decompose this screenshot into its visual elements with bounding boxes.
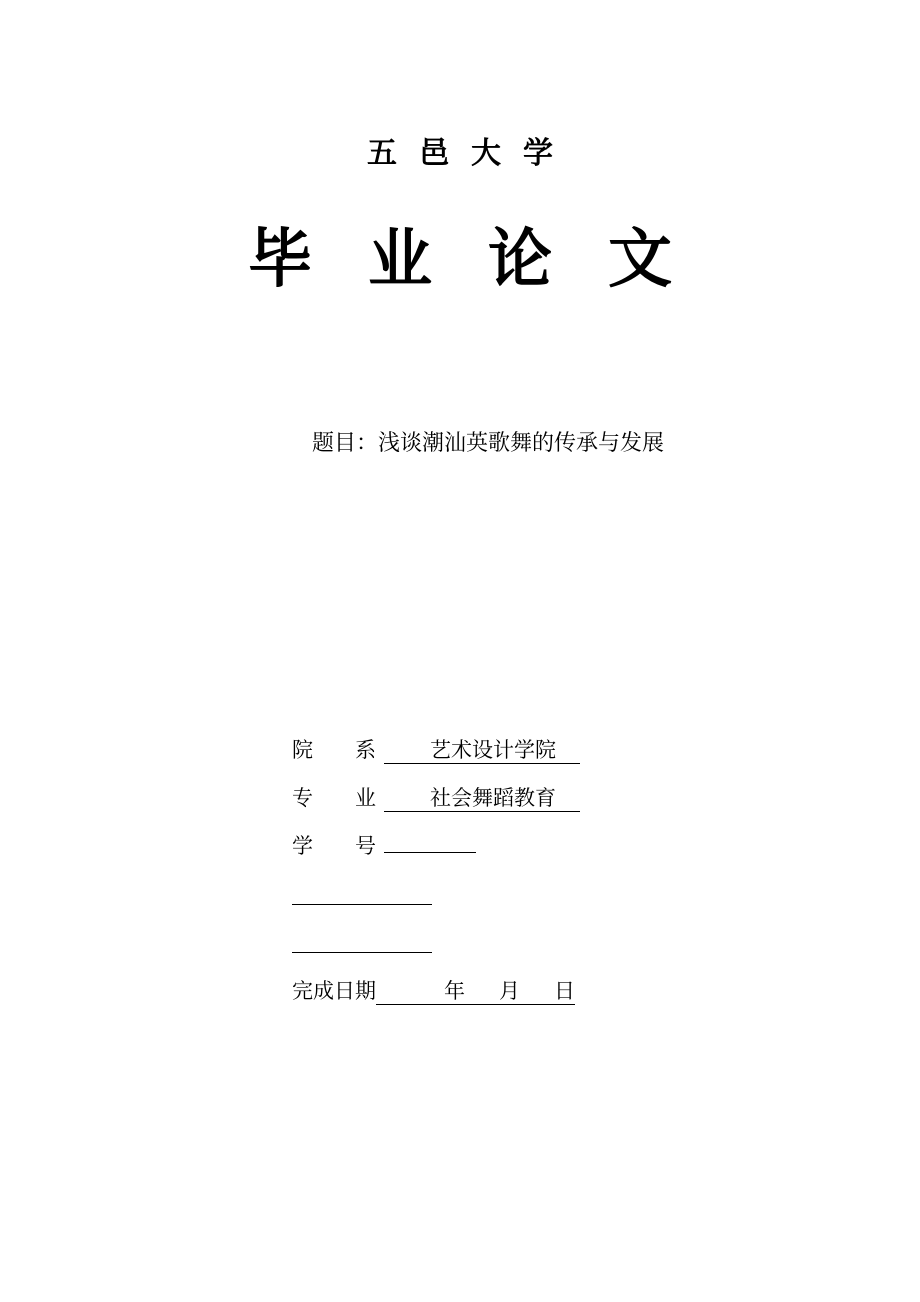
- department-row: [292, 736, 580, 764]
- student-id-value: [384, 852, 476, 853]
- date-day-label: 日: [554, 979, 575, 1003]
- date-month-label: 月: [499, 979, 520, 1003]
- date-year-label: 年: [444, 979, 465, 1003]
- completion-date-label: 完成日期: [292, 979, 376, 1003]
- student-id-row: [292, 832, 476, 860]
- department-value: 艺术设计学院: [384, 737, 580, 764]
- completion-date-value: [376, 978, 575, 1005]
- topic-value: 浅谈潮汕英歌舞的传承与发展: [378, 431, 665, 456]
- topic-label: 题目：: [312, 431, 379, 456]
- document-type-title: 毕业论文: [248, 222, 728, 297]
- department-label: 院 系: [292, 738, 376, 762]
- major-row: [292, 784, 580, 812]
- student-id-label: 学 号: [292, 834, 376, 858]
- thesis-topic: [312, 426, 664, 457]
- blank-underline-2: [292, 952, 432, 953]
- completion-date-row: [292, 977, 575, 1005]
- major-value: 社会舞蹈教育: [384, 785, 580, 812]
- major-label: 专 业: [292, 786, 376, 810]
- university-name: 五邑大学: [367, 136, 575, 171]
- blank-underline-1: [292, 904, 432, 905]
